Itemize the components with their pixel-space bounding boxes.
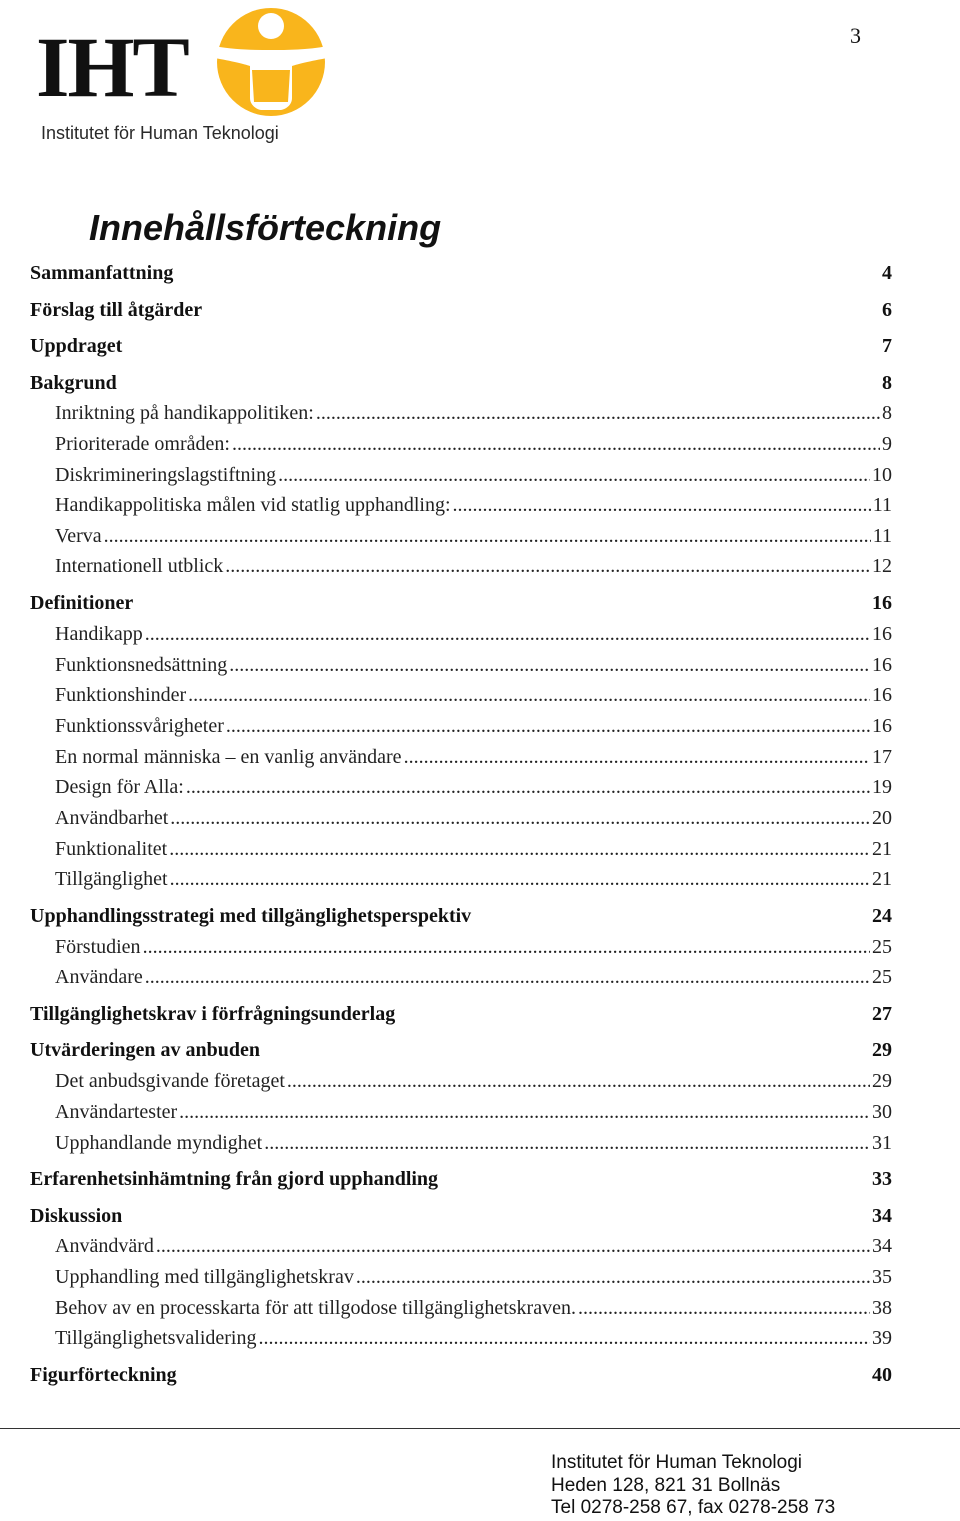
footer-line-2: Heden 128, 821 31 Bollnäs (551, 1474, 781, 1496)
toc-dot-leader (145, 964, 870, 990)
toc-dot-leader (232, 431, 880, 457)
toc-entry-page: 27 (872, 1003, 892, 1025)
toc-dot-leader (278, 462, 870, 488)
toc-dot-leader (404, 744, 870, 770)
toc-entry-label: Definitioner (30, 592, 134, 614)
toc-entry-label: Användartester (55, 1101, 178, 1123)
toc-entry-page: 9 (882, 433, 892, 455)
iht-logo (36, 4, 336, 146)
toc-entry-page: 12 (872, 555, 892, 577)
toc-entry-label: Sammanfattning (30, 262, 174, 284)
toc-dot-leader (156, 1233, 870, 1259)
toc-entry-page: 25 (872, 966, 892, 988)
toc-dot-leader (287, 1068, 870, 1094)
toc-dot-leader (145, 621, 870, 647)
toc-subentry[interactable] (55, 1099, 892, 1125)
toc-subentry[interactable] (55, 492, 892, 518)
person-figure-icon (206, 6, 336, 118)
logo-letters: IHT (36, 19, 188, 115)
toc-entry-page: 16 (872, 684, 892, 706)
toc-entry-page: 25 (872, 936, 892, 958)
toc-entry-label: Användbarhet (55, 807, 169, 829)
toc-dot-leader (188, 682, 870, 708)
toc-entry-label: Tillgänglighetsvalidering (55, 1327, 257, 1349)
toc-heading-entry[interactable] (30, 903, 892, 929)
toc-entry-label: Design för Alla: (55, 776, 184, 798)
toc-entry-label: Diskussion (30, 1205, 123, 1227)
toc-dot-leader (226, 713, 870, 739)
toc-dot-leader (229, 652, 870, 678)
toc-entry-label: Inriktning på handikappolitiken: (55, 402, 314, 424)
toc-subentry[interactable] (55, 621, 892, 647)
toc-entry-label: En normal människa – en vanlig användare (55, 746, 402, 768)
toc-entry-page: 8 (882, 402, 892, 424)
toc-heading-entry[interactable] (30, 1001, 892, 1027)
toc-subentry[interactable] (55, 652, 892, 678)
toc-entry-label: Erfarenhetsinhämtning från gjord upphandling (30, 1168, 439, 1190)
toc-subentry[interactable] (55, 836, 892, 862)
toc-subentry[interactable] (55, 1068, 892, 1094)
toc-entry-page: 8 (882, 372, 892, 394)
toc-entry-page: 39 (872, 1327, 892, 1349)
toc-heading-entry[interactable] (30, 260, 892, 286)
toc-entry-page: 30 (872, 1101, 892, 1123)
toc-subentry[interactable] (55, 682, 892, 708)
toc-dot-leader (316, 400, 880, 426)
toc-entry-page: 35 (872, 1266, 892, 1288)
toc-entry-label: Tillgänglighetskrav i förfrågningsunderlag (30, 1003, 396, 1025)
toc-entry-page: 17 (872, 746, 892, 768)
toc-entry-page: 10 (872, 464, 892, 486)
toc-subentry[interactable] (55, 1264, 892, 1290)
toc-entry-page: 31 (872, 1132, 892, 1154)
toc-heading-entry[interactable] (30, 590, 892, 616)
toc-entry-label: Verva (55, 525, 102, 547)
toc-entry-page: 16 (872, 654, 892, 676)
toc-dot-leader (104, 523, 871, 549)
toc-entry-label: Uppdraget (30, 335, 123, 357)
toc-subentry[interactable] (55, 431, 892, 457)
toc-dot-leader (179, 1099, 870, 1125)
toc-heading-entry[interactable] (30, 333, 892, 359)
toc-subentry[interactable] (55, 934, 892, 960)
toc-dot-leader (578, 1295, 870, 1321)
toc-subentry[interactable] (55, 805, 892, 831)
toc-entry-page: 21 (872, 838, 892, 860)
toc-entry-label: Bakgrund (30, 372, 117, 394)
toc-entry-label: Utvärderingen av anbuden (30, 1039, 261, 1061)
toc-entry-page: 4 (882, 262, 892, 284)
toc-entry-page: 40 (872, 1364, 892, 1386)
toc-subentry[interactable] (55, 1325, 892, 1351)
toc-entry-page: 34 (872, 1235, 892, 1257)
toc-dot-leader (356, 1264, 870, 1290)
toc-subentry[interactable] (55, 553, 892, 579)
toc-entry-label: Funktionssvårigheter (55, 715, 224, 737)
toc-entry-page: 16 (872, 623, 892, 645)
toc-heading-entry[interactable] (30, 1037, 892, 1063)
toc-dot-leader (170, 866, 870, 892)
toc-dot-leader (186, 774, 870, 800)
toc-entry-page: 6 (882, 299, 892, 321)
toc-entry-page: 33 (872, 1168, 892, 1190)
toc-entry-label: Upphandling med tillgänglighetskrav (55, 1266, 354, 1288)
page-number: 3 (850, 23, 861, 48)
toc-subentry[interactable] (55, 462, 892, 488)
toc-dot-leader (143, 934, 870, 960)
toc-entry-label: Handikapp (55, 623, 143, 645)
toc-entry-label: Upphandlingsstrategi med tillgänglighetsperspektiv (30, 905, 472, 927)
toc-entry-label: Förslag till åtgärder (30, 299, 203, 321)
toc-dot-leader (225, 553, 870, 579)
toc-entry-page: 19 (872, 776, 892, 798)
toc-entry-page: 16 (872, 592, 892, 614)
footer-line-3: Tel 0278-258 67, fax 0278-258 73 (551, 1497, 836, 1518)
toc-entry-page: 34 (872, 1205, 892, 1227)
toc-entry-label: Funktionshinder (55, 684, 187, 706)
toc-entry-page: 29 (872, 1039, 892, 1061)
toc-heading-entry[interactable] (30, 1166, 892, 1192)
toc-entry-label: Upphandlande myndighet (55, 1132, 263, 1154)
toc-subentry[interactable] (55, 744, 892, 770)
footer-divider (0, 1428, 960, 1429)
toc-entry-page: 29 (872, 1070, 892, 1092)
toc-title: Innehållsförteckning (89, 207, 442, 248)
toc-subentry[interactable] (55, 523, 892, 549)
toc-entry-label: Internationell utblick (55, 555, 224, 577)
toc-entry-label: Diskrimineringslagstiftning (55, 464, 277, 486)
toc-entry-page: 7 (882, 335, 892, 357)
toc-heading-entry[interactable] (30, 1203, 892, 1229)
footer-line-1: Institutet för Human Teknologi (551, 1452, 803, 1473)
toc-subentry[interactable] (55, 1233, 892, 1259)
toc-entry-page: 16 (872, 715, 892, 737)
toc-heading-entry[interactable] (30, 297, 892, 323)
toc-entry-page: 21 (872, 868, 892, 890)
toc-entry-label: Det anbudsgivande företaget (55, 1070, 285, 1092)
toc-entry-page: 24 (872, 905, 892, 927)
toc-entry-label: Figurförteckning (30, 1364, 177, 1386)
toc-entry-label: Funktionalitet (55, 838, 168, 860)
toc-subentry[interactable] (55, 1130, 892, 1156)
toc-entry-label: Funktionsnedsättning (55, 654, 228, 676)
toc-dot-leader (170, 805, 870, 831)
toc-heading-entry[interactable] (30, 370, 892, 396)
toc-entry-page: 11 (872, 525, 892, 547)
toc-subentry[interactable] (55, 1295, 892, 1321)
toc-entry-page: 20 (872, 807, 892, 829)
toc-subentry[interactable] (55, 964, 892, 990)
toc-subentry[interactable] (55, 866, 892, 892)
toc-entry-label: Användvärd (55, 1235, 154, 1257)
toc-entry-label: Handikappolitiska målen vid statlig upphandling: (55, 494, 451, 516)
toc-subentry[interactable] (55, 400, 892, 426)
toc-entry-label: Prioriterade områden: (55, 433, 230, 455)
toc-dot-leader (169, 836, 870, 862)
toc-subentry[interactable] (55, 713, 892, 739)
footer-address (551, 1452, 835, 1520)
toc-subentry[interactable] (55, 774, 892, 800)
toc-dot-leader (264, 1130, 870, 1156)
logo-subtitle: Institutet för Human Teknologi (41, 123, 279, 143)
toc-entry-page: 38 (872, 1297, 892, 1319)
toc-entry-page: 11 (872, 494, 892, 516)
toc-entry-label: Förstudien (55, 936, 141, 958)
toc-entry-label: Användare (55, 966, 143, 988)
toc-dot-leader (258, 1325, 870, 1351)
toc-dot-leader (453, 492, 871, 518)
toc-entry-label: Behov av en processkarta för att tillgodose tillgänglighetskraven. (55, 1297, 576, 1319)
toc-entry-label: Tillgänglighet (55, 868, 168, 890)
toc-heading-entry[interactable] (30, 1362, 892, 1388)
